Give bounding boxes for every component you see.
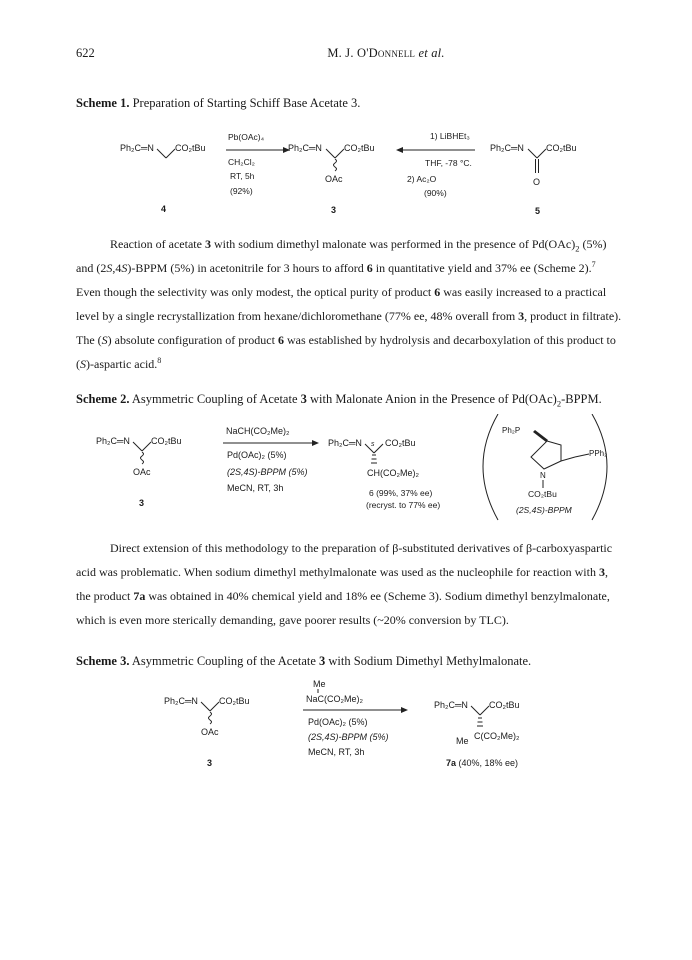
scheme1-bond-4a: [157, 149, 166, 158]
running-author-suffix: et al.: [415, 46, 445, 60]
p1-l1-e: (5%): [579, 237, 607, 251]
scheme2-caption-b: 3: [300, 392, 307, 406]
p1-l2-d: S: [121, 261, 128, 275]
scheme3-caption-label: Scheme 3.: [76, 654, 130, 668]
scheme3-product-sub: C(CO₂Me)₂: [474, 731, 520, 741]
p1-line4: [76, 304, 636, 328]
p1-l2-b: S: [106, 261, 113, 275]
scheme3-caption-b: 3: [319, 654, 326, 668]
scheme3-caption-a: Asymmetric Coupling of the Acetate: [129, 654, 320, 668]
scheme1-ester-3: CO₂tBu: [344, 143, 375, 153]
scheme1-reagent2-b: THF, -78 °C.: [425, 158, 472, 168]
ligand-wedge: [533, 430, 548, 442]
p2-line1: Direct extension of this methodology to the preparation of β-substituted derivatives of β-carboxyaspartic: [110, 541, 613, 555]
ligand-ch2-bond: [561, 457, 575, 461]
p1-l5-c: ) absolute configuration of product: [107, 333, 278, 347]
scheme1-oxo-5: O: [533, 177, 541, 187]
scheme2-reagent-c: (2S,4S)-BPPM (5%): [227, 467, 308, 477]
scheme2-imine-3: Ph₂C═N: [96, 436, 130, 446]
scheme2-oac-3: OAc: [133, 467, 151, 477]
p1-l4-c: , product in filtrate).: [524, 309, 622, 323]
scheme3-wavy-3: [209, 712, 212, 724]
scheme3-ester-7a: CO₂tBu: [489, 700, 520, 710]
scheme3-product-label-yield: (40%, 18% ee): [456, 758, 519, 768]
scheme2-bond-3a: [133, 442, 142, 451]
page-number: 622: [76, 46, 95, 60]
p1-line1: [76, 232, 636, 256]
scheme2-label-3: 3: [139, 498, 145, 508]
scheme2-imine-6: Ph₂C═N: [328, 438, 362, 448]
p1-l1-a: Reaction of acetate: [110, 237, 205, 251]
scheme1-label-5: 5: [535, 206, 541, 216]
p2-l2-a: acid was problematic. When sodium dimethyl methylmalonate was used as the nucleophile for reaction with: [76, 565, 599, 579]
scheme3-bond-7a-a: [471, 706, 480, 715]
scheme2-product-sub: CH(CO₂Me)₂: [367, 468, 419, 478]
ligand-pph2-right: PPh₂: [589, 449, 608, 458]
ligand-name: (2S,4S)-BPPM: [516, 505, 572, 515]
p1-l6-a: (: [76, 357, 80, 371]
p2-line2: [76, 560, 636, 584]
scheme1-reagent1-yield: (92%): [230, 186, 253, 196]
scheme3-reagent-a: NaC(CO₂Me)₂: [306, 694, 363, 704]
p1-l3-c: was easily increased to a practical: [440, 285, 607, 299]
p1-l5-b: S: [101, 333, 108, 347]
p1-l5-a: The (: [76, 333, 102, 347]
ligand-pph2-top: Ph₂P: [502, 426, 521, 435]
ligand-paren-right: [592, 414, 607, 520]
ligand-paren-left: [483, 414, 498, 520]
scheme2-caption-a: Asymmetric Coupling of Acetate: [129, 392, 301, 406]
scheme1-imine-5: Ph₂C═N: [490, 143, 524, 153]
scheme3-product-me: Me: [456, 736, 469, 746]
running-author-smallcaps: onnell: [377, 46, 416, 60]
scheme1-ester-4: CO₂tBu: [175, 143, 206, 153]
scheme1-imine-3: Ph₂C═N: [288, 143, 322, 153]
scheme3-caption: [76, 654, 531, 669]
scheme2-wavy-3: [141, 452, 144, 464]
scheme1-bond-5a: [528, 149, 537, 158]
scheme3-imine-3: Ph₂C═N: [164, 696, 198, 706]
scheme1-bond-3a: [326, 149, 335, 158]
scheme1-bond-5b: [537, 149, 546, 158]
scheme3-reagent-b: Pd(OAc)₂ (5%): [308, 717, 368, 727]
p1-l1-c: with sodium dimethyl malonate was performed in the presence of Pd(OAc): [210, 237, 576, 251]
scheme2-product-label: 6 (99%, 37% ee): [369, 488, 433, 498]
p2-l3-c: was obtained in 40% chemical yield and 18% ee (Scheme 3). Sodium dimethyl benzylmalonate,: [145, 589, 610, 603]
p1-l6-ref: 8: [157, 356, 162, 365]
scheme2-reagent-d: MeCN, RT, 3h: [227, 483, 284, 493]
p1-line5: [76, 328, 636, 352]
running-title: [76, 46, 692, 61]
scheme3-bond-3b: [210, 702, 219, 711]
running-author-prefix: M. J. O'D: [327, 46, 378, 60]
p1-l2-a: and (2: [76, 261, 107, 275]
p1-l2-e: )-BPPM (5%) in acetonitrile for 3 hours to afford: [127, 261, 367, 275]
scheme2-caption-label: Scheme 2.: [76, 392, 130, 406]
p1-l5-d: 6: [277, 333, 284, 347]
p2-l3-a: the product: [76, 589, 134, 603]
scheme3-reagent-me: Me: [313, 679, 326, 689]
p1-l2-ref: 7: [591, 260, 596, 269]
running-header: [76, 46, 636, 62]
scheme3-reagent-c: (2S,4S)-BPPM (5%): [308, 732, 389, 742]
scheme2-arrow-head: [312, 440, 319, 446]
scheme1-caption-label: Scheme 1.: [76, 96, 130, 110]
scheme1-ester-5: CO₂tBu: [546, 143, 577, 153]
p1-l4-b: 3: [518, 309, 525, 323]
scheme3-caption-c: with Sodium Dimethyl Methylmalonate.: [325, 654, 532, 668]
scheme3-product-label-7a: 7a: [446, 758, 457, 768]
p1-l5-e: was established by hydrolysis and decarboxylation of this product to: [283, 333, 616, 347]
scheme2-reagent-b: Pd(OAc)₂ (5%): [227, 450, 287, 460]
p1-l4-a: level by a single recrystallization from hexane/dichloromethane (77% ee, 48% overall from: [76, 309, 519, 323]
p1-line6: [76, 352, 636, 376]
scheme3-ester-3: CO₂tBu: [219, 696, 250, 706]
scheme3-bond-7a-b: [480, 706, 489, 715]
p1-l6-c: )-aspartic acid.: [86, 357, 158, 371]
scheme3-imine-7a: Ph₂C═N: [434, 700, 468, 710]
p1-l3-a: Even though the selectivity was only modest, the optical purity of product: [76, 285, 435, 299]
scheme3-product-label: [446, 758, 518, 768]
p1-l2-c: ,4: [112, 261, 122, 275]
scheme2-ester-6: CO₂tBu: [385, 438, 416, 448]
ligand-n: N: [540, 471, 546, 480]
paragraph-acetate-reaction: [76, 232, 636, 376]
p1-l1-d: 2: [575, 243, 580, 254]
p1-line2: [76, 256, 636, 280]
paragraph-methylmalonate: [76, 536, 636, 632]
scheme1-reagent2-a: 1) LiBHEt₃: [430, 131, 470, 141]
p1-l2-g: in quantitative yield and 37% ee (Scheme 2).: [372, 261, 592, 275]
p1-line3: [76, 280, 636, 304]
scheme2-figure: [0, 414, 692, 529]
scheme1-reagent2-c: 2) Ac₂O: [407, 174, 437, 184]
scheme1-arrow2-head: [396, 147, 403, 153]
ligand-ch2p-bond: [575, 454, 589, 457]
scheme2-caption: [76, 392, 602, 407]
p1-l2-f: 6: [366, 261, 373, 275]
scheme1-figure: [0, 128, 692, 238]
scheme3-figure: [0, 678, 692, 778]
scheme1-reagent1-c: RT, 5h: [230, 171, 255, 181]
scheme1-bond-3b: [335, 149, 344, 158]
scheme2-stereo-s: s: [371, 441, 375, 448]
p1-l6-b: S: [80, 357, 86, 371]
scheme3-arrow-head: [401, 707, 408, 713]
scheme1-reagent2-yield: (90%): [424, 188, 447, 198]
scheme3-reagent-d: MeCN, RT, 3h: [308, 747, 365, 757]
p1-l3-b: 6: [434, 285, 441, 299]
scheme1-imine-4: Ph₂C═N: [120, 143, 154, 153]
ligand-pyrrolidine-ring: [531, 441, 561, 469]
scheme2-reagent-a: NaCH(CO₂Me)₂: [226, 426, 290, 436]
scheme2-caption-d: 2: [556, 398, 562, 409]
scheme1-wavy-3: [334, 159, 337, 171]
scheme2-bond-3b: [142, 442, 151, 451]
p1-l1-b: 3: [204, 237, 211, 251]
scheme3-label-3: 3: [207, 758, 213, 768]
scheme1-caption-text: Preparation of Starting Schiff Base Acetate 3.: [129, 96, 361, 110]
scheme1-label-4: 4: [161, 204, 167, 214]
p2-l2-b: 3: [598, 565, 605, 579]
scheme1-bond-4b: [166, 149, 175, 158]
ligand-boc: CO₂tBu: [528, 489, 557, 499]
scheme1-reagent1-b: CH₂Cl₂: [228, 157, 255, 167]
scheme2-caption-e: -BPPM.: [561, 392, 602, 406]
scheme2-ester-3: CO₂tBu: [151, 436, 182, 446]
scheme1-label-3: 3: [331, 205, 337, 215]
scheme3-bond-3a: [201, 702, 210, 711]
p2-line4: which is even more sterically demanding, gave poorer results (~20% conversion by TLC).: [76, 613, 509, 627]
scheme1-caption: [76, 96, 360, 111]
p2-l2-c: ,: [604, 565, 608, 579]
scheme1-oac-3: OAc: [325, 174, 343, 184]
scheme3-oac-3: OAc: [201, 727, 219, 737]
scheme1-reagent1-a: Pb(OAc)₄: [228, 132, 265, 142]
scheme2-product-note: (recryst. to 77% ee): [366, 500, 441, 510]
scheme2-caption-c: with Malonate Anion in the Presence of Pd(OAc): [306, 392, 557, 406]
scheme2-bond-6b: [374, 444, 383, 453]
p2-line3: [76, 584, 636, 608]
p2-l3-b: 7a: [133, 589, 146, 603]
